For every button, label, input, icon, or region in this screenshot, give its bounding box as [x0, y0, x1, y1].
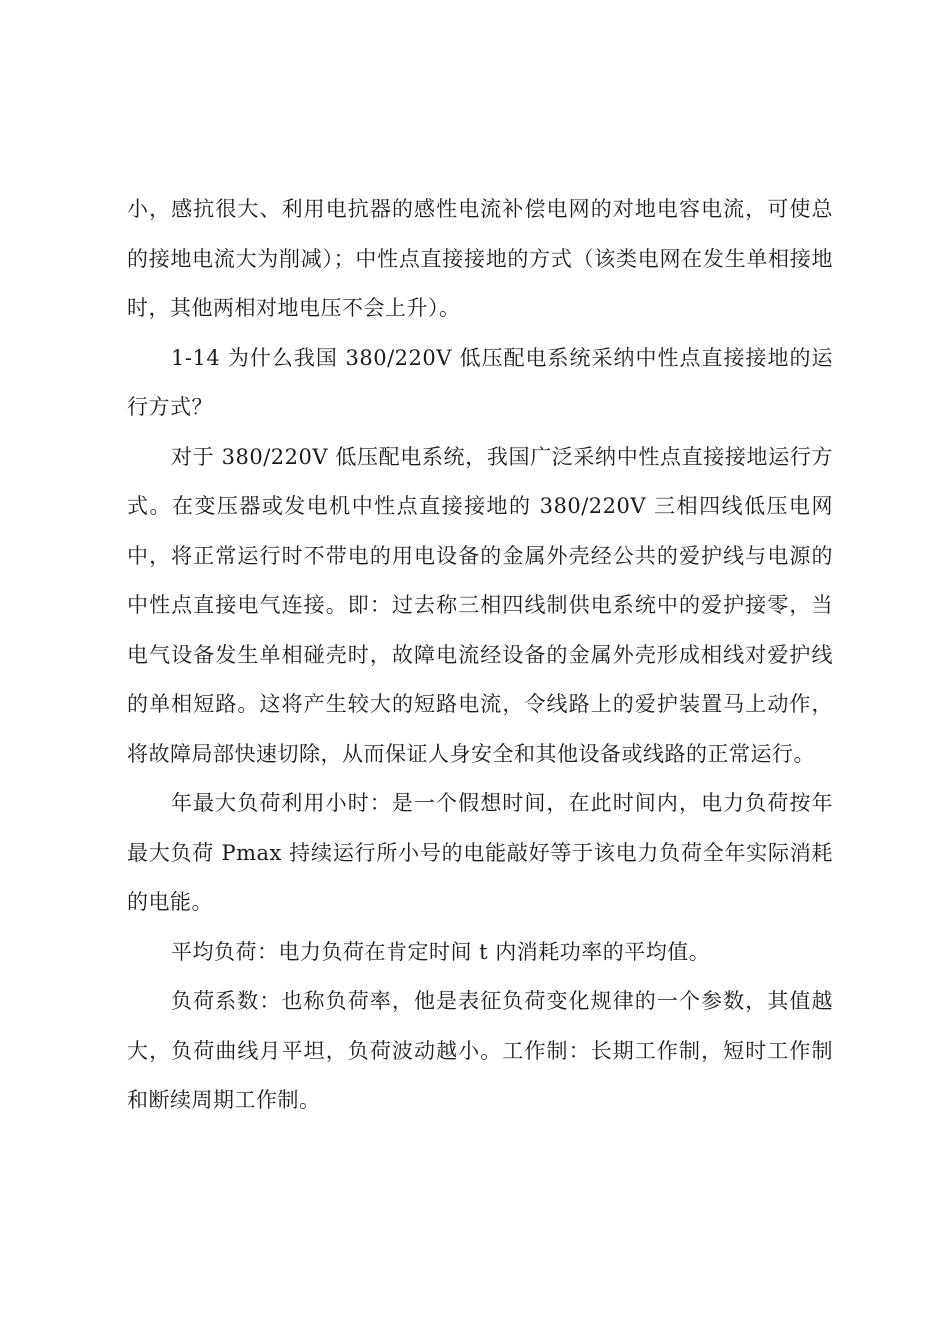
- paragraph-definition-load-factor: 负荷系数：也称负荷率，他是表征负荷变化规律的一个参数，其值越大，负荷曲线月平坦，负荷波动越小。工作制：长期工作制，短时工作制和断续周期工作制。: [127, 989, 833, 1112]
- paragraph-answer: 对于 380/220V 低压配电系统，我国广泛采纳中性点直接接地运行方式。在变压器或发电机中性点直接接地的 380/220V 三相四线低压电网中，将正常运行时不带电的用电设备的金属外壳经公共的爱护线与电源的中性点直接电气连接。即：过去称三相四线制供电系统中的爱护接零，当电气设备发生单相碰壳时，故障电流经设备的金属外壳形成相线对爱护线的单相短路。这将产生较大的短路电流，令线路上的爱护装置马上动作，将故障局部快速切除，从而保证人身安全和其他设备或线路的正常运行。: [127, 444, 833, 766]
- paragraph-definition-max-load-hours: 年最大负荷利用小时：是一个假想时间，在此时间内，电力负荷按年最大负荷 Pmax 持续运行所小号的电能敲好等于该电力负荷全年实际消耗的电能。: [127, 791, 833, 914]
- question-heading: 1-14 为什么我国 380/220V 低压配电系统采纳中性点直接接地的运行方式？: [127, 345, 833, 419]
- paragraph-continuation: 小，感抗很大、利用电抗器的感性电流补偿电网的对地电容电流，可使总的接地电流大为削减）；中性点直接接地的方式（该类电网在发生单相接地时，其他两相对地电压不会上升）。: [127, 197, 833, 320]
- document-body: [127, 185, 833, 1126]
- paragraph-definition-average-load: 平均负荷：电力负荷在肯定时间 t 内消耗功率的平均值。: [171, 939, 711, 964]
